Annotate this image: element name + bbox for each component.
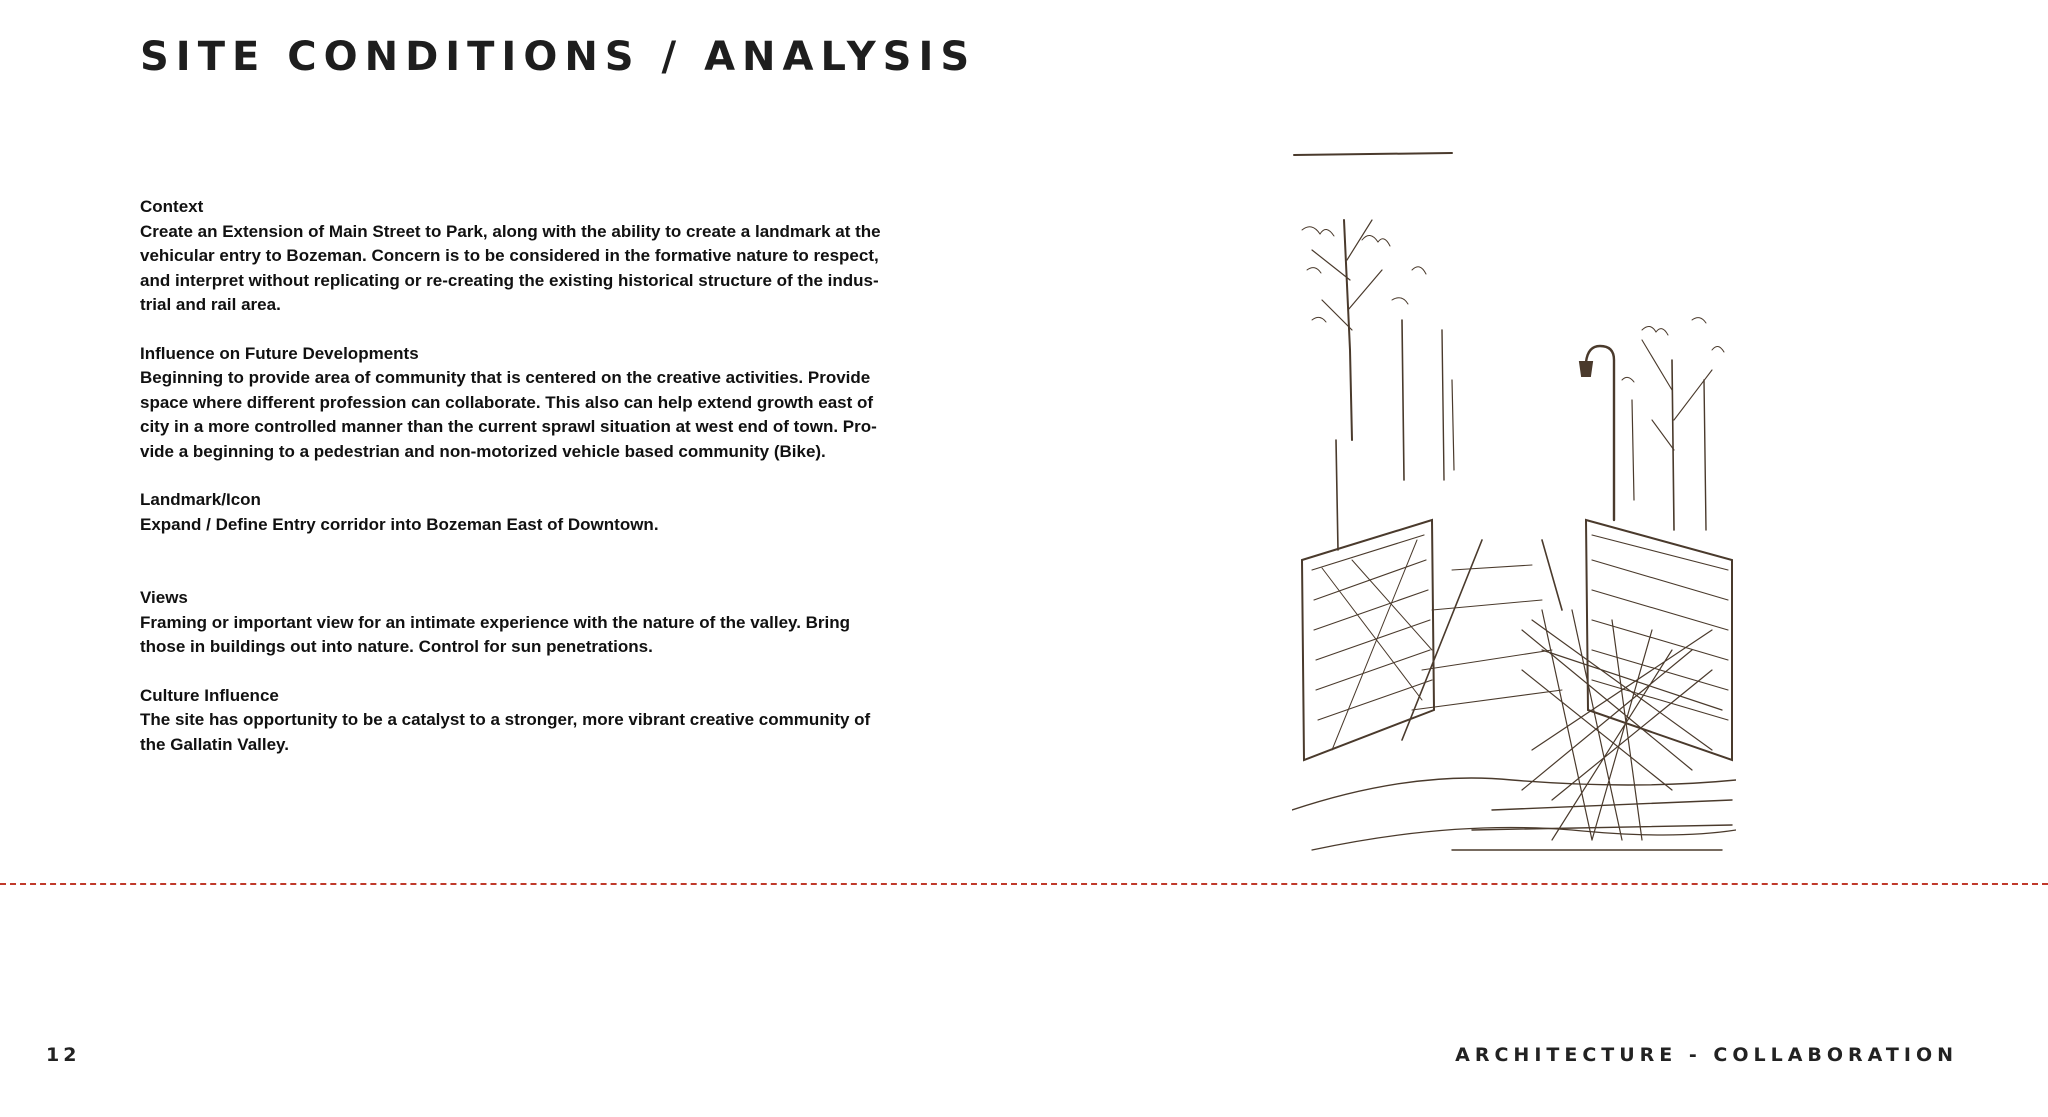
section-landmark (140, 488, 900, 537)
section-heading: Views (140, 588, 188, 607)
section-context (140, 195, 900, 318)
footer-label: ARCHITECTURE - COLLABORATION (1455, 1044, 1958, 1066)
section-body: Create an Extension of Main Street to Park, along with the ability to create a landmark at the vehicular entry to Bozeman. Concern is to be considered in the formative nature to respect, and interpret without replicating or re-creating the existing historical structure of the indus- trial and rail area. (140, 221, 881, 314)
section-body: Framing or important view for an intimate experience with the nature of the valley. Bring those in buildings out into nature. Control for sun penetrations. (140, 612, 851, 656)
section-influence (140, 342, 900, 465)
section-heading: Culture Influence (140, 685, 279, 705)
sketch-drawing (1292, 150, 1736, 862)
page-title: SITE CONDITIONS / ANALYSIS (140, 34, 977, 80)
section-body: The site has opportunity to be a catalyst to a stronger, more vibrant creative community of the Gallatin Valley. (140, 710, 871, 754)
section-culture (140, 684, 900, 758)
section-heading: Influence on Future Developments (140, 343, 419, 363)
section-heading: Landmark/Icon (140, 490, 261, 509)
section-body: Beginning to provide area of community that is centered on the creative activities. Provide space where different profession can collaborate. This also can help extend growth east of city in a more controlled manner than the current sprawl situation at west end of town. Pro- vide a beginning to a pedestrian and non-motorized vehicle based community (Bike). (140, 368, 877, 461)
bridge-sketch-illustration (1292, 150, 1736, 862)
dashed-divider (0, 883, 2048, 885)
page-number: 12 (46, 1044, 81, 1066)
analysis-text-column (140, 195, 900, 781)
section-heading: Context (140, 197, 204, 216)
section-body: Expand / Define Entry corridor into Bozeman East of Downtown. (140, 514, 659, 534)
section-views (140, 586, 900, 660)
